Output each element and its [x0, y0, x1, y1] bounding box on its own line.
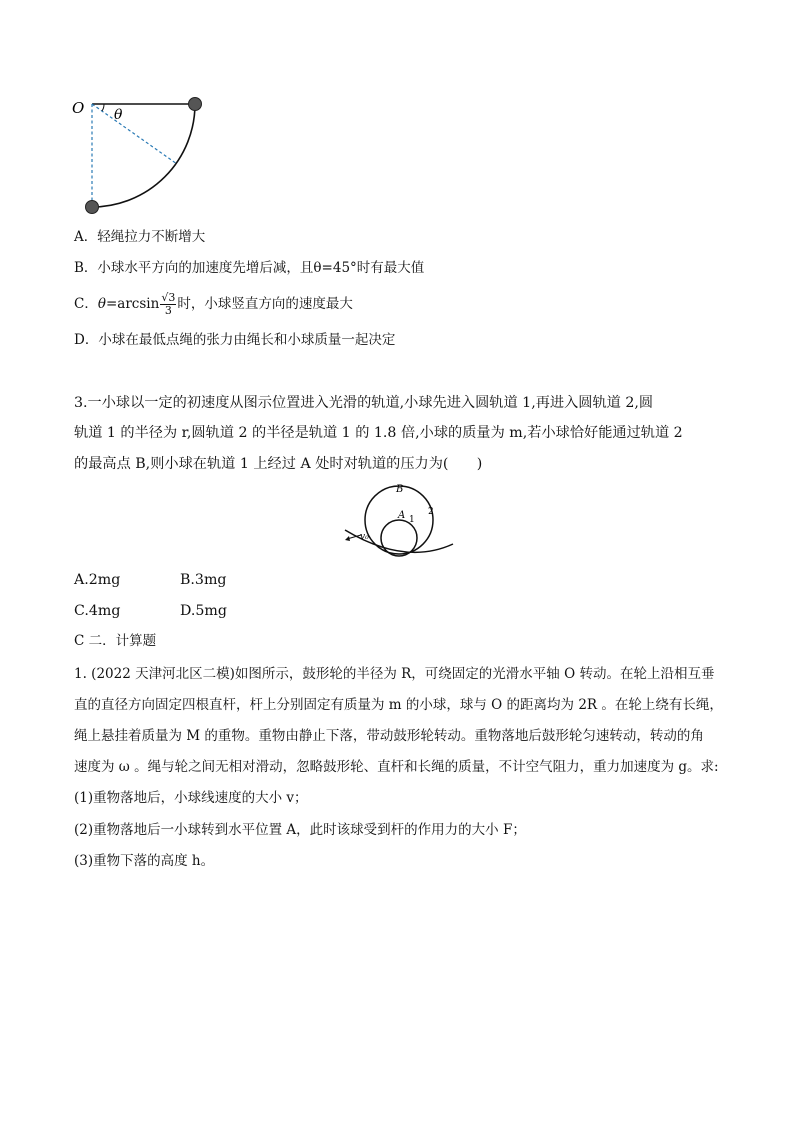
pendulum-figure [60, 92, 220, 222]
label-2: 2 [428, 507, 434, 517]
fraction-denominator: 3 [164, 304, 172, 317]
calc1-line4: 速度为 ω 。绳与轮之间无相对滑动，忽略鼓形轮、直杆和长绳的质量，不计空气阻力，重力加速度为 g。求: [74, 759, 719, 775]
angled-dashed-rope [92, 104, 177, 164]
calc1-sub3: (3)重物下落的高度 h。 [74, 853, 215, 869]
question3-line2: 轨道 1 的半径为 r,圆轨道 2 的半径是轨道 1 的 1.8 倍,小球的质量为 m,若小球恰好能通过轨道 2 [74, 425, 683, 441]
calc1-line3: 绳上悬挂着质量为 M 的重物。重物由静止下落，带动鼓形轮转动。重物落地后鼓形轮匀速转动，转动的角 [74, 728, 704, 744]
option-c-fraction [160, 292, 176, 317]
q3-option-a: A.2mg [74, 572, 121, 588]
option-c-eq: =arcsin [105, 296, 160, 312]
option-c-prefix: C． [74, 296, 98, 312]
label-v0: v₀ [360, 532, 369, 542]
velocity-arrow-head [345, 536, 350, 541]
ball-bottom [86, 201, 99, 214]
calc1-line2: 直的直径方向固定四根直杆，杆上分别固定有质量为 m 的小球，球与 O 的距离均为 2R 。在轮上绕有长绳， [74, 697, 723, 713]
loop-track-figure [335, 478, 460, 566]
ball-start [189, 98, 202, 111]
fraction-numerator: √3 [161, 291, 176, 304]
option-c-suffix: 时，小球竖直方向的速度最大 [177, 296, 353, 312]
calc1-line1: 1. (2022 天津河北区二模)如图所示，鼓形轮的半径为 R，可绕固定的光滑水平轴 O 转动。在轮上沿相互垂 [74, 666, 715, 682]
calc1-sub1: (1)重物落地后，小球线速度的大小 v； [74, 790, 308, 806]
calc1-sub2: (2)重物落地后一小球转到水平位置 A，此时该球受到杆的作用力的大小 F； [74, 822, 526, 838]
theta-arc [102, 104, 104, 111]
label-a: A [398, 510, 406, 521]
option-b: B．小球水平方向的加速度先增后减，且θ=45°时有最大值 [74, 260, 425, 276]
q3-option-b: B.3mg [180, 572, 227, 588]
label-1: 1 [409, 515, 415, 525]
trajectory-arc [92, 104, 195, 207]
option-a: A．轻绳拉力不断增大 [74, 229, 206, 245]
q3-option-d: D.5mg [180, 603, 227, 619]
q3-option-c: C.4mg [74, 603, 121, 619]
option-c-theta: θ [97, 296, 106, 312]
label-b: B [396, 484, 404, 495]
question3-line1: 3.一小球以一定的初速度从图示位置进入光滑的轨道,小球先进入圆轨道 1,再进入圆轨道 2,圆 [74, 395, 654, 411]
label-o: O [72, 99, 85, 117]
section-heading: C 二．计算题 [74, 633, 157, 649]
question3-line3: 的最高点 B,则小球在轨道 1 上经过 A 处时对轨道的压力为( ) [74, 456, 483, 472]
option-c [74, 292, 353, 317]
option-d: D．小球在最低点绳的张力由绳长和小球质量一起决定 [74, 332, 396, 348]
label-theta: θ [114, 107, 123, 123]
